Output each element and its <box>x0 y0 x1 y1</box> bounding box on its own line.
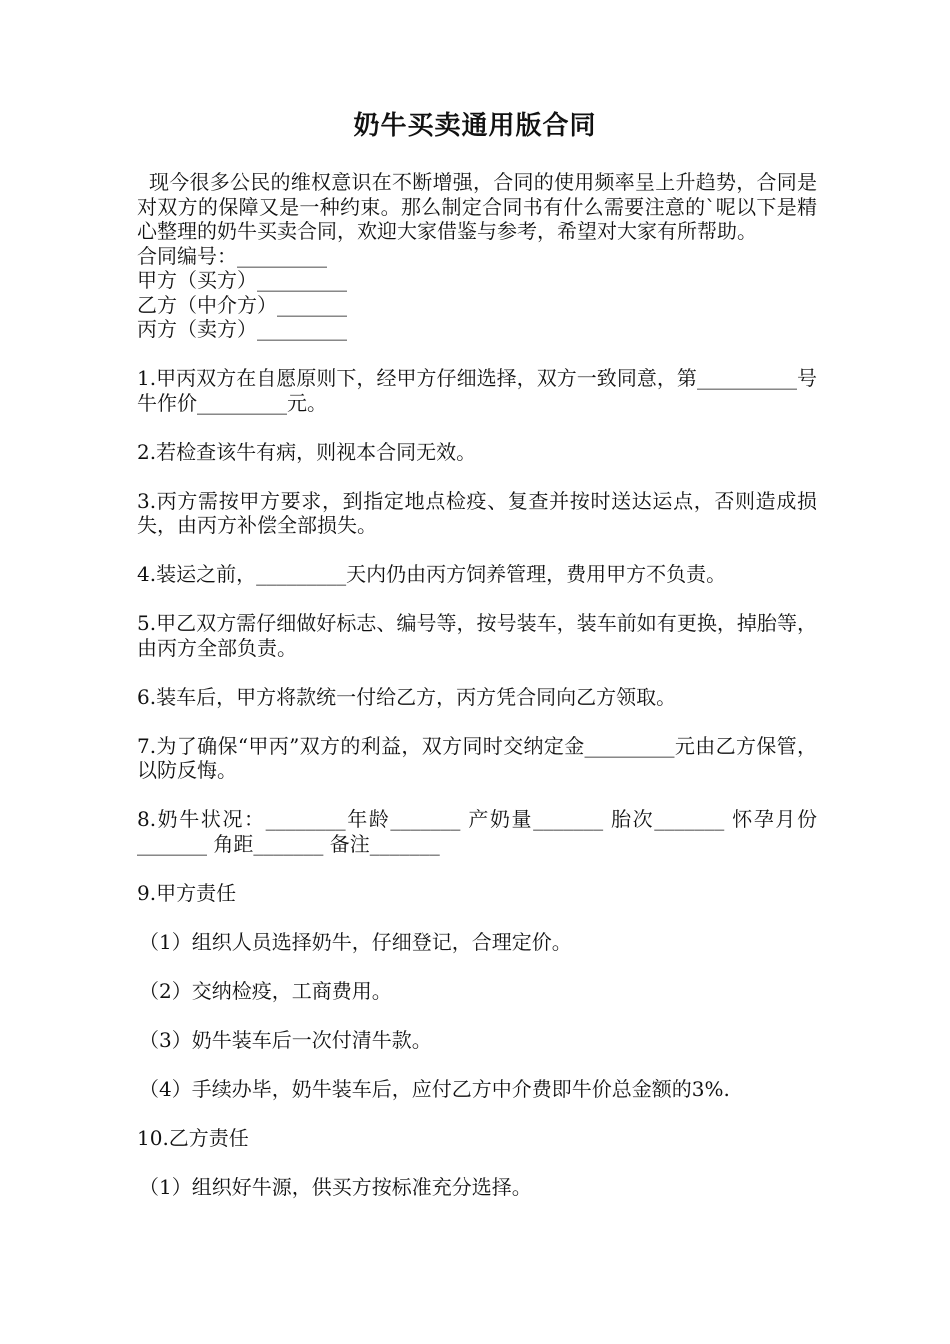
clause-8: 8.奶牛状况：________年龄_______ 产奶量_______ 胎次_______ 怀孕月份_______ 角距_______ 备注_______ <box>137 807 817 856</box>
clause-1: 1.甲丙双方在自愿原则下，经甲方仔细选择，双方一致同意，第__________号牛作价_________元。 <box>137 366 817 415</box>
party-b-duty-1: （1）组织好牛源，供买方按标准充分选择。 <box>139 1174 532 1199</box>
document-body <box>137 170 817 1199</box>
clause-5: 5.甲乙双方需仔细做好标志、编号等，按号装车，装车前如有更换，掉胎等，由丙方全部负责。 <box>137 611 817 660</box>
party-a-duty-3: （3）奶牛装车后一次付清牛款。 <box>139 1027 432 1052</box>
clause-10-heading: 10.乙方责任 <box>137 1125 249 1150</box>
intro-paragraph: 现今很多公民的维权意识在不断增强，合同的使用频率呈上升趋势，合同是对双方的保障又是一种约束。那么制定合同书有什么需要注意的`呢以下是精心整理的奶牛买卖合同，欢迎大家借鉴与参考，希望对大家有所帮助。 <box>137 170 817 243</box>
party-a-duty-1: （1）组织人员选择奶牛，仔细登记，合理定价。 <box>139 929 572 954</box>
party-a-duty-4: （4）手续办毕，奶牛装车后，应付乙方中介费即牛价总金额的3%. <box>139 1076 730 1101</box>
party-a-field: 甲方（买方）_________ <box>137 268 347 292</box>
clause-4: 4.装运之前，_________天内仍由丙方饲养管理，费用甲方不负责。 <box>137 562 727 586</box>
party-b-field: 乙方（中介方）_______ <box>137 292 347 317</box>
clause-3: 3.丙方需按甲方要求，到指定地点检疫、复查并按时送达运点，否则造成损失，由丙方补偿全部损失。 <box>137 488 817 537</box>
clause-9-heading: 9.甲方责任 <box>137 880 237 905</box>
contract-number-field: 合同编号：_________ <box>137 243 327 268</box>
clause-6: 6.装车后，甲方将款统一付给乙方，丙方凭合同向乙方领取。 <box>137 684 677 709</box>
party-a-duty-2: （2）交纳检疫，工商费用。 <box>139 978 392 1003</box>
party-c-field: 丙方（卖方）_________ <box>137 317 347 341</box>
document-title: 奶牛买卖通用版合同 <box>353 111 597 141</box>
clause-2: 2.若检查该牛有病，则视本合同无效。 <box>137 439 477 464</box>
clause-7: 7.为了确保“甲丙”双方的利益，双方同时交纳定金_________元由乙方保管，以防反悔。 <box>137 733 817 782</box>
